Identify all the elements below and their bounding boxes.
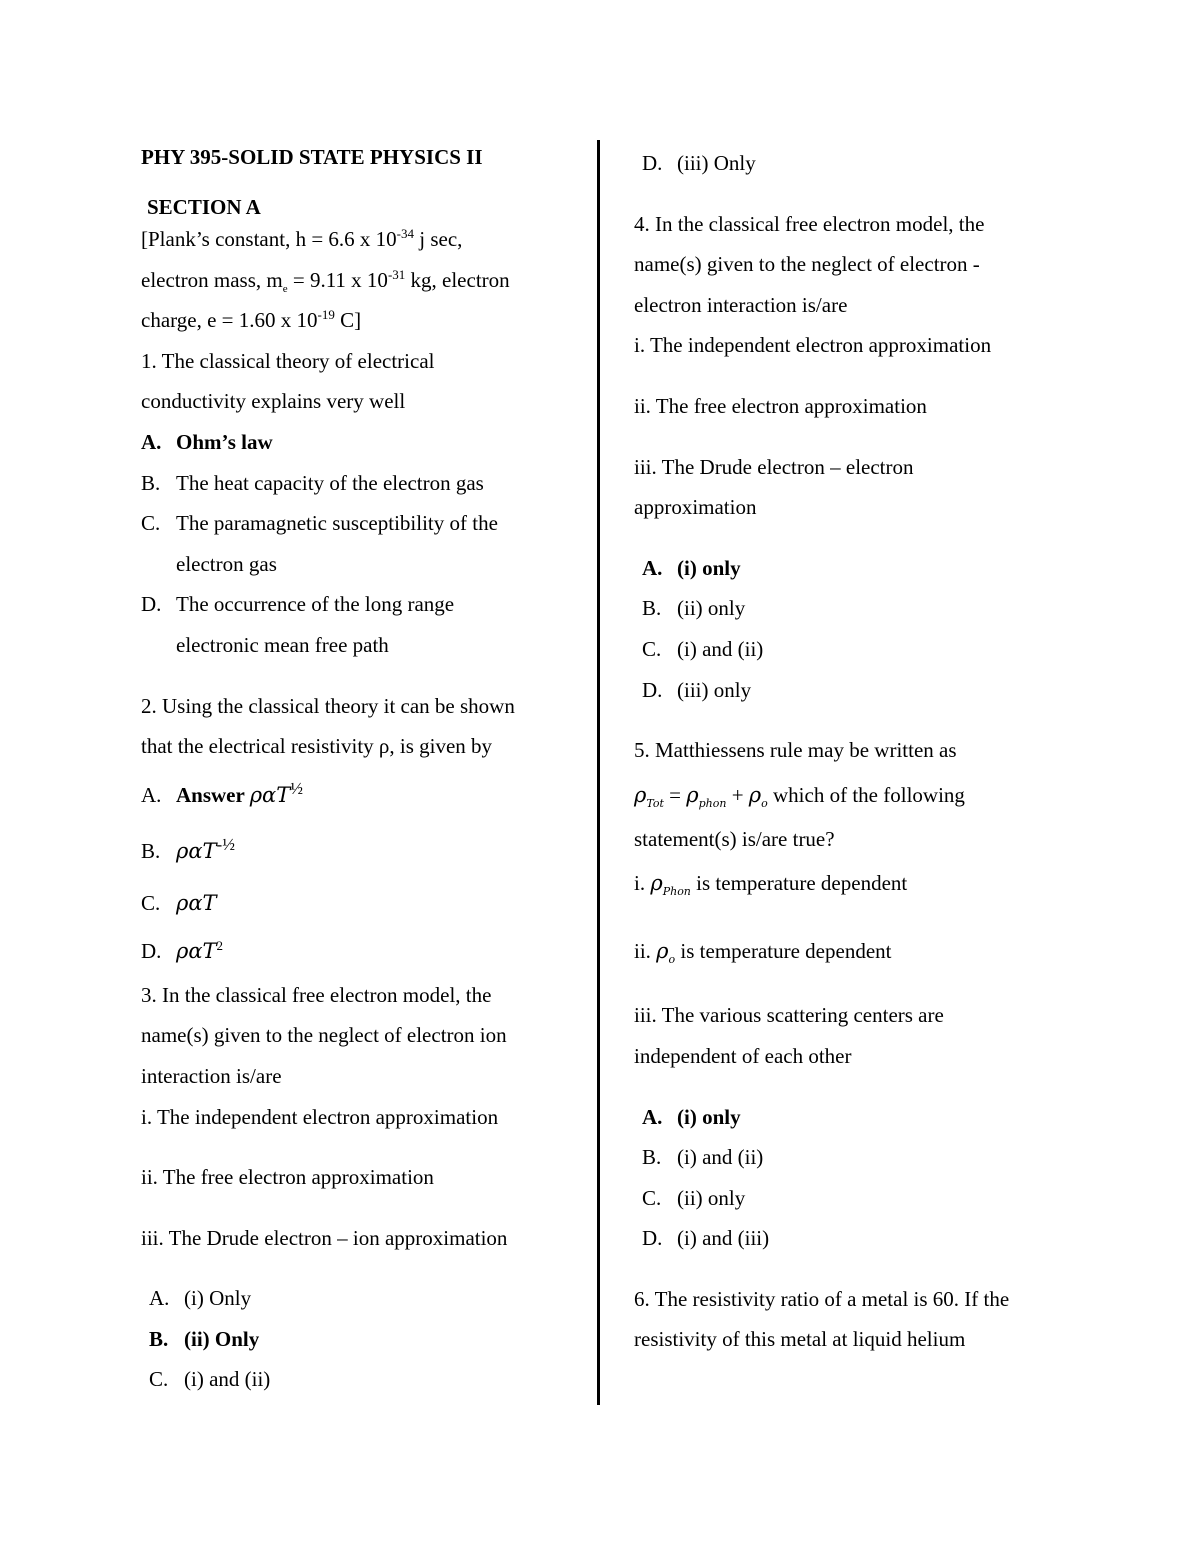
q5-statement-iii: iii. The various scattering centers are <box>634 1003 944 1028</box>
q5-option-c[interactable]: C. (ii) only <box>642 1185 746 1210</box>
q5-statement-iii-cont: independent of each other <box>634 1043 852 1068</box>
q1-option-d-cont: electronic mean free path <box>176 632 389 657</box>
constants-line-3: charge, e = 1.60 x $10^{-19}$ C] <box>141 307 362 333</box>
constants-line-2: electron mass, $m_e = 9.11$ x $10^{-31}$ kg, electron <box>141 266 510 295</box>
question-6 <box>634 1279 1074 1360</box>
question-4-text: 4. In the classical free electron model, the <box>634 211 985 236</box>
q5-option-d[interactable]: D. (i) and (iii) <box>642 1226 770 1251</box>
q2-option-a[interactable]: A. Answer ραT$^{\frac{1}{2}}$ <box>141 778 303 807</box>
question-2 <box>141 686 581 975</box>
question-6-text: resistivity of this metal at liquid helium <box>634 1327 966 1352</box>
q3-option-b[interactable]: B. (ii) Only <box>149 1326 260 1351</box>
q4-option-d[interactable]: D. (iii) only <box>642 677 752 702</box>
q4-statement-i: i. The independent electron approximation <box>634 333 992 358</box>
q1-option-a[interactable]: A. Ohm’s law <box>141 429 273 454</box>
question-1 <box>141 341 581 666</box>
q3-option-c[interactable]: C. (i) and (ii) <box>149 1367 271 1392</box>
question-3-text: interaction is/are <box>141 1063 282 1088</box>
question-4 <box>634 204 1074 711</box>
document-title: PHY 395-SOLID STATE PHYSICS II <box>141 145 483 169</box>
question-6-text: 6. The resistivity ratio of a metal is 60. If the <box>634 1286 1010 1311</box>
q4-option-b[interactable]: B. (ii) only <box>642 596 746 621</box>
question-1-text: conductivity explains very well <box>141 389 406 414</box>
question-4-text: name(s) given to the neglect of electron - <box>634 252 980 277</box>
q5-option-b[interactable]: B. (i) and (ii) <box>642 1145 764 1170</box>
question-1-text: 1. The classical theory of electrical <box>141 348 435 373</box>
question-3 <box>141 975 581 1400</box>
question-2-text: 2. Using the classical theory it can be shown <box>141 693 515 718</box>
matthiessen-equation: $\rho_{Tot} = \rho_{phon} + \rho_o$ which of the following <box>634 782 965 810</box>
q2-option-c[interactable]: C. ραT <box>141 890 217 915</box>
left-column <box>141 143 581 1400</box>
q1-option-c-cont: electron gas <box>176 551 277 576</box>
q2-option-b[interactable]: B. ραT$^{-\frac{1}{2}}$ <box>141 834 235 863</box>
question-3-text: name(s) given to the neglect of electron ion <box>141 1023 507 1048</box>
q4-statement-ii: ii. The free electron approximation <box>634 393 927 418</box>
column-divider <box>597 140 600 1405</box>
q3-statement-iii: iii. The Drude electron – ion approximation <box>141 1225 508 1250</box>
q3-statement-i: i. The independent electron approximation <box>141 1104 499 1129</box>
question-5-text: 5. Matthiessens rule may be written as <box>634 738 957 763</box>
q1-option-c[interactable]: C. The paramagnetic susceptibility of the <box>141 511 498 536</box>
question-3-text: 3. In the classical free electron model, the <box>141 982 492 1007</box>
q1-option-d[interactable]: D. The occurrence of the long range <box>141 592 455 617</box>
q4-statement-iii-cont: approximation <box>634 495 757 520</box>
q3-statement-ii: ii. The free electron approximation <box>141 1165 434 1190</box>
q4-option-c[interactable]: C. (i) and (ii) <box>642 636 764 661</box>
q5-statement-i: i. $\rho_{Phon}$ is temperature dependent <box>634 871 908 899</box>
constants-block <box>141 219 581 341</box>
right-column <box>634 143 1074 1360</box>
question-2-text: that the electrical resistivity ρ, is given by <box>141 734 493 759</box>
section-heading: SECTION A <box>147 195 261 219</box>
q3-option-a[interactable]: A. (i) Only <box>149 1286 252 1311</box>
q4-statement-iii: iii. The Drude electron – electron <box>634 454 914 479</box>
q2-option-d[interactable]: D. ραT$^2$ <box>141 937 224 963</box>
q4-option-a[interactable]: A. (i) only <box>642 555 741 580</box>
question-4-text: electron interaction is/are <box>634 292 848 317</box>
constants-line-1: [Plank’s constant, h = 6.6 x $10^{-34}$ j sec, <box>141 226 463 251</box>
q5-option-a[interactable]: A. (i) only <box>642 1104 741 1129</box>
question-5 <box>634 730 1074 1259</box>
q1-option-b[interactable]: B. The heat capacity of the electron gas <box>141 470 484 495</box>
q5-statement-ii: ii. $\rho_o$ is temperature dependent <box>634 939 892 967</box>
question-5-text: statement(s) is/are true? <box>634 826 835 851</box>
q3-option-d[interactable]: D. (iii) Only <box>642 151 756 175</box>
